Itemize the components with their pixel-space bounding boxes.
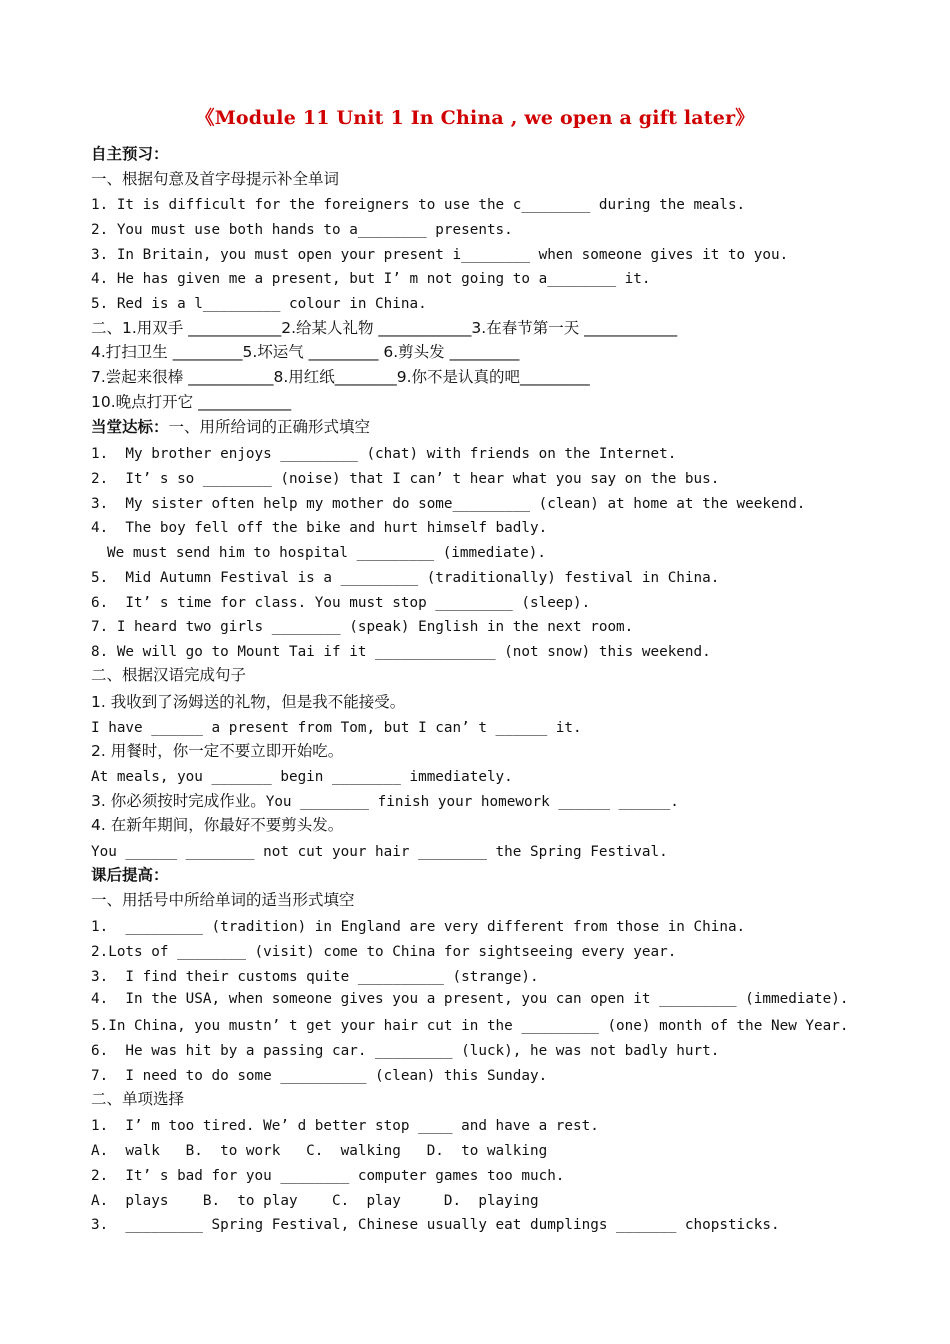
preview-item-1: 1. It is difficult for the foreigners to use the c________ during the meals. [91,197,746,213]
translate-item-1-en: I have ______ a present from Tom, but I can’ t ______ it. [91,720,582,736]
classwork-part2-heading: 二、根据汉语完成句子 [91,666,247,684]
homework-item-1: 1. _________ (tradition) in England are very different from those in China. [91,919,746,935]
translate-item-1-cn: 1. 我收到了汤姆送的礼物，但是我不能接受。 [91,693,406,711]
choice-item-2-options: A. plays B. to play C. play D. playing [91,1193,539,1209]
translate-item-2-en: At meals, you _______ begin ________ immediately. [91,769,513,785]
preview-part1-heading: 一、根据句意及首字母提示补全单词 [91,170,340,188]
translate-item-3-en: You ________ finish your homework ______ ______. [265,794,679,810]
classwork-heading-row [91,418,370,436]
preview-heading: 自主预习： [91,145,169,163]
preview-part2-line-1: 二、1.用双手 ____________2.给某人礼物 ____________3.在春节第一天 ____________ [91,319,678,337]
choice-item-2: 2. It’ s bad for you ________ computer games too much. [91,1168,565,1184]
preview-item-3: 3. In Britain, you must open your present i________ when someone gives it to you. [91,247,789,263]
homework-item-6: 6. He was hit by a passing car. _________ (luck), he was not badly hurt. [91,1043,720,1059]
homework-item-2: 2.Lots of ________ (visit) come to China for sightseeing every year. [91,944,677,960]
homework-item-4: 4. In the USA, when someone gives you a present, you can open it _________ (immediate). [91,991,849,1007]
translate-item-3-row [91,792,679,811]
translate-item-4-en: You ______ ________ not cut your hair ________ the Spring Festival. [91,844,668,860]
homework-item-5: 5.In China, you mustn’ t get your hair cut in the _________ (one) month of the New Year. [91,1018,849,1034]
classwork-item-7: 7. I heard two girls ________ (speak) English in the next room. [91,619,634,635]
choice-item-1: 1. I’ m too tired. We’ d better stop ____ and have a rest. [91,1118,599,1134]
classwork-heading: 当堂达标： [91,418,169,436]
translate-item-4-cn: 4. 在新年期间，你最好不要剪头发。 [91,816,344,834]
classwork-item-3: 3. My sister often help my mother do some_________ (clean) at home at the weekend. [91,496,806,512]
classwork-item-1: 1. My brother enjoys _________ (chat) with friends on the Internet. [91,446,677,462]
classwork-part1-heading: 一、用所给词的正确形式填空 [168,418,371,436]
homework-item-7: 7. I need to do some __________ (clean) this Sunday. [91,1068,548,1084]
choice-item-3: 3. _________ Spring Festival, Chinese usually eat dumplings _______ chopsticks. [91,1217,780,1233]
classwork-item-2: 2. It’ s so ________ (noise) that I can’ t hear what you say on the bus. [91,471,720,487]
preview-part2-line-4: 10.晚点打开它 ____________ [91,393,292,411]
preview-item-2: 2. You must use both hands to a________ presents. [91,222,513,238]
preview-item-4: 4. He has given me a present, but I’ m not going to a________ it. [91,271,651,287]
classwork-item-5: 5. Mid Autumn Festival is a _________ (traditionally) festival in China. [91,570,720,586]
translate-item-2-cn: 2. 用餐时，你一定不要立即开始吃。 [91,742,344,760]
homework-item-3: 3. I find their customs quite __________ (strange). [91,969,539,985]
classwork-item-8: 8. We will go to Mount Tai if it ______________ (not snow) this weekend. [91,644,711,660]
homework-part1-heading: 一、用括号中所给单词的适当形式填空 [91,891,355,909]
preview-part2-line-3: 7.尝起来很棒 ___________8.用红纸________9.你不是认真的吧_________ [91,368,590,386]
preview-part2-line-2: 4.打扫卫生 _________5.坏运气 _________ 6.剪头发 _________ [91,343,520,361]
homework-heading: 课后提高： [91,866,169,884]
classwork-item-4-cont: We must send him to hospital _________ (immediate). [107,545,546,561]
classwork-item-4: 4. The boy fell off the bike and hurt himself badly. [91,520,548,536]
preview-item-5: 5. Red is a l_________ colour in China. [91,296,427,312]
page-title: 《Module 11 Unit 1 In China , we open a gift later》 [195,107,755,129]
choice-item-1-options: A. walk B. to work C. walking D. to walking [91,1143,548,1159]
translate-item-3-cn: 3. 你必须按时完成作业。 [91,792,266,810]
homework-part2-heading: 二、单项选择 [91,1090,185,1108]
classwork-item-6: 6. It’ s time for class. You must stop _________ (sleep). [91,595,591,611]
